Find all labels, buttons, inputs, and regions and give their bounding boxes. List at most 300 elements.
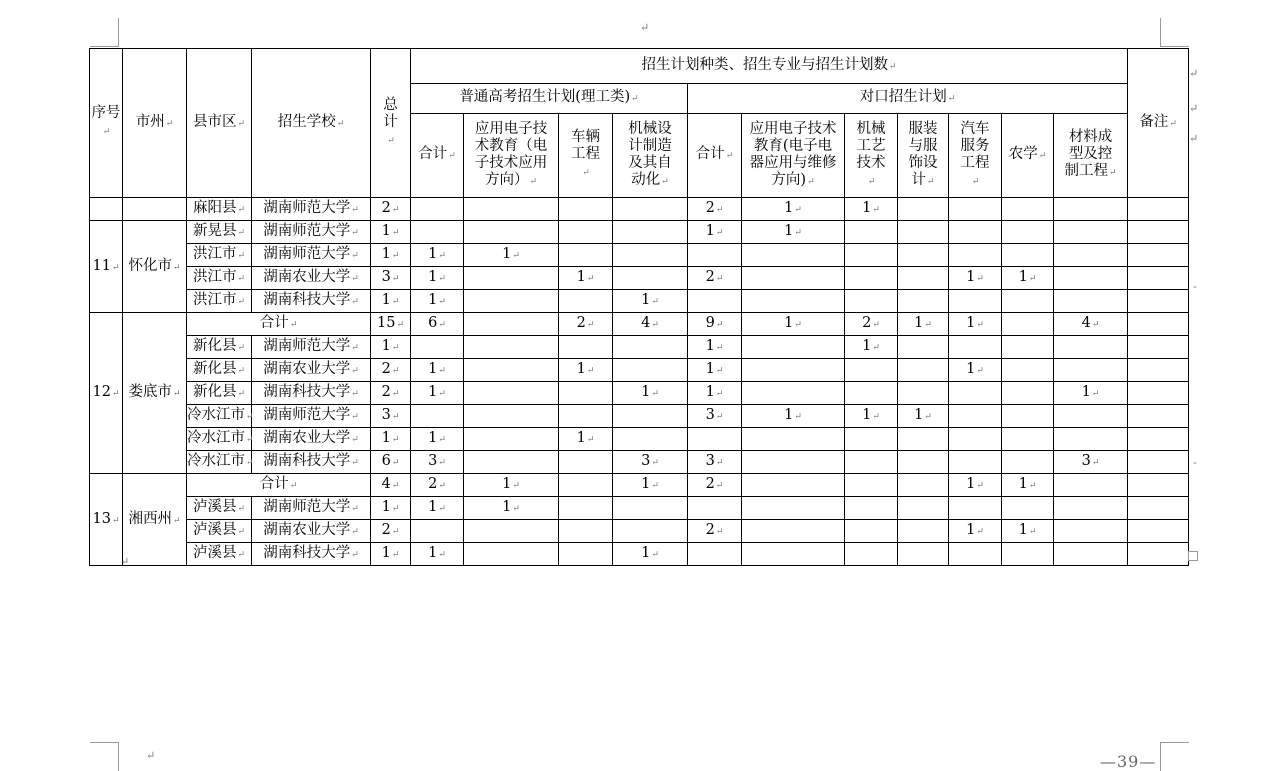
general-plan-cell: 1↵ — [411, 382, 464, 405]
header-duikou-group: 对口招生计划↵ — [688, 84, 1128, 114]
header-plan-group: 招生计划种类、招生专业与招生计划数↵ — [411, 49, 1128, 84]
cell-value: 1 — [381, 246, 391, 262]
total-cell: 2↵ — [371, 382, 411, 405]
general-plan-cell — [613, 221, 688, 244]
general-plan-cell — [464, 336, 559, 359]
cell-value: 1 — [428, 384, 438, 400]
general-plan-cell — [464, 382, 559, 405]
school-cell: 湖南科技大学↵ — [252, 382, 371, 405]
cell-value: 1 — [428, 430, 438, 446]
duikou-plan-cell — [1002, 543, 1054, 566]
cell-value: 1 — [966, 522, 976, 538]
duikou-plan-cell — [898, 198, 949, 221]
general-plan-cell: 1↵ — [411, 244, 464, 267]
cell-value: 1 — [784, 200, 794, 216]
general-plan-cell: 1↵ — [559, 359, 613, 382]
duikou-plan-cell — [1054, 497, 1128, 520]
header-remarks: 备注↵ — [1128, 49, 1189, 198]
page-corner-mark — [90, 18, 119, 47]
duikou-plan-cell — [1054, 244, 1128, 267]
cell-value: 2 — [862, 315, 872, 331]
cell-value: 1 — [641, 545, 651, 561]
cell-value: 1 — [862, 200, 872, 216]
cell-value: 娄底市 — [128, 384, 172, 400]
duikou-plan-cell — [949, 382, 1002, 405]
header-general-vehicle: 车辆工程↵ — [559, 114, 613, 198]
cell-value: 1 — [641, 292, 651, 308]
remarks-cell — [1128, 313, 1189, 336]
cell-value: 湖南农业大学 — [263, 522, 351, 538]
duikou-plan-cell — [949, 405, 1002, 428]
cell-value: 4 — [381, 476, 391, 492]
remarks-cell — [1128, 336, 1189, 359]
header-duikou-automotive: 汽车服务工程↵ — [949, 114, 1002, 198]
duikou-plan-cell — [949, 451, 1002, 474]
header-general-mechanical: 机械设计制造及其自动化↵ — [613, 114, 688, 198]
remarks-cell — [1128, 474, 1189, 497]
duikou-plan-cell: 1↵ — [949, 359, 1002, 382]
header-general-group: 普通高考招生计划(理工类)↵ — [411, 84, 688, 114]
duikou-plan-cell: 1↵ — [949, 267, 1002, 290]
general-plan-cell: 1↵ — [464, 497, 559, 520]
cell-value: 湖南农业大学 — [263, 269, 351, 285]
total-cell: 1↵ — [371, 290, 411, 313]
duikou-plan-cell: 1↵ — [688, 359, 742, 382]
general-plan-cell: 1↵ — [559, 267, 613, 290]
duikou-plan-cell — [1002, 290, 1054, 313]
cell-value: 湖南师范大学 — [263, 338, 351, 354]
cell-value: 1 — [914, 315, 924, 331]
school-cell: 湖南农业大学↵ — [252, 267, 371, 290]
general-plan-cell — [559, 474, 613, 497]
general-plan-cell: 1↵ — [613, 474, 688, 497]
duikou-plan-cell — [1054, 474, 1128, 497]
cell-value: 1 — [966, 476, 976, 492]
duikou-plan-cell — [1054, 543, 1128, 566]
page-corner-mark — [1160, 742, 1189, 771]
cell-value: 2 — [381, 361, 391, 377]
total-cell: 1↵ — [371, 221, 411, 244]
cell-value: 湘西州 — [128, 510, 172, 527]
duikou-plan-cell — [898, 382, 949, 405]
general-plan-cell — [559, 221, 613, 244]
cell-value: 3 — [705, 407, 715, 423]
cell-value: 2 — [705, 269, 715, 285]
county-cell: 泸溪县↵ — [187, 497, 252, 520]
cell-value: 湖南农业大学 — [263, 361, 351, 377]
duikou-plan-cell — [688, 244, 742, 267]
cell-value: 2 — [705, 200, 715, 216]
county-cell: 冷水江市↵ — [187, 428, 252, 451]
cell-value: 湖南农业大学 — [263, 430, 351, 446]
cell-value: 1 — [502, 499, 512, 515]
cell-value: 湖南师范大学 — [263, 499, 351, 515]
header-duikou-fashion: 服装与服饰设计↵ — [898, 114, 949, 198]
duikou-plan-cell — [688, 543, 742, 566]
school-cell: 湖南师范大学↵ — [252, 405, 371, 428]
duikou-plan-cell — [845, 221, 898, 244]
duikou-plan-cell — [949, 221, 1002, 244]
general-plan-cell — [464, 267, 559, 290]
general-plan-cell: 1↵ — [411, 290, 464, 313]
cell-value: 1 — [428, 269, 438, 285]
cell-value: 9 — [705, 315, 715, 331]
cell-value: 湖南师范大学 — [263, 246, 351, 262]
duikou-plan-cell — [742, 474, 845, 497]
duikou-plan-cell — [742, 382, 845, 405]
table-body — [90, 198, 1189, 566]
general-plan-cell — [559, 244, 613, 267]
cell-value: 1 — [381, 292, 391, 308]
cell-value: 1 — [381, 545, 391, 561]
county-cell: 洪江市↵ — [187, 244, 252, 267]
general-plan-cell — [411, 221, 464, 244]
cell-value: 泸溪县 — [192, 522, 237, 538]
cell-value: 1 — [914, 407, 924, 423]
table-resize-handle[interactable] — [1188, 551, 1198, 561]
cell-value: 1 — [381, 430, 391, 446]
cell-value: 2 — [576, 315, 586, 331]
duikou-plan-cell — [1002, 451, 1054, 474]
cell-value: 1 — [784, 315, 794, 331]
header-general-subtotal: 合计↵ — [411, 114, 464, 198]
cell-value: 冷水江市 — [187, 453, 245, 469]
general-plan-cell: 1↵ — [613, 290, 688, 313]
cell-value: 湖南科技大学 — [263, 453, 351, 469]
duikou-plan-cell — [845, 543, 898, 566]
cell-value: 3 — [381, 407, 391, 423]
cell-value: 冷水江市 — [187, 430, 245, 446]
county-cell: 洪江市↵ — [187, 290, 252, 313]
duikou-plan-cell: 1↵ — [1002, 474, 1054, 497]
general-plan-cell — [559, 382, 613, 405]
cell-value: 湖南科技大学 — [263, 384, 351, 400]
general-plan-cell — [613, 244, 688, 267]
city-cell: 怀化市↵ — [123, 221, 187, 313]
table-row — [90, 359, 1189, 382]
cell-value: 1 — [428, 361, 438, 377]
subtotal-label: 合计↵ — [187, 474, 371, 497]
duikou-plan-cell — [845, 520, 898, 543]
general-plan-cell — [613, 497, 688, 520]
duikou-plan-cell — [1002, 198, 1054, 221]
duikou-plan-cell — [898, 290, 949, 313]
duikou-plan-cell — [845, 359, 898, 382]
total-cell: 1↵ — [371, 244, 411, 267]
remarks-cell — [1128, 221, 1189, 244]
header-duikou-electronics: 应用电子技术教育(电子电器应用与维修方向)↵ — [742, 114, 845, 198]
general-plan-cell — [613, 428, 688, 451]
duikou-plan-cell — [1054, 405, 1128, 428]
county-cell: 新化县↵ — [187, 336, 252, 359]
school-cell: 湖南农业大学↵ — [252, 359, 371, 382]
header-duikou-agronomy: 农学↵ — [1002, 114, 1054, 198]
cell-value: 洪江市 — [192, 292, 237, 308]
cell-value: 3 — [705, 453, 715, 469]
duikou-plan-cell: 2↵ — [688, 267, 742, 290]
header-duikou-subtotal: 合计↵ — [688, 114, 742, 198]
duikou-plan-cell — [949, 428, 1002, 451]
remarks-cell — [1128, 405, 1189, 428]
cell-value: 15 — [377, 315, 396, 331]
general-plan-cell — [464, 405, 559, 428]
county-cell: 新化县↵ — [187, 382, 252, 405]
total-cell: 1↵ — [371, 336, 411, 359]
duikou-plan-cell — [898, 336, 949, 359]
duikou-plan-cell — [898, 244, 949, 267]
general-plan-cell — [559, 198, 613, 221]
county-cell: 冷水江市↵ — [187, 405, 252, 428]
header-total: 总计↵ — [371, 49, 411, 198]
general-plan-cell: 2↵ — [411, 474, 464, 497]
cell-value: 洪江市 — [192, 246, 237, 262]
cell-value: 泸溪县 — [192, 499, 237, 515]
general-plan-cell — [411, 198, 464, 221]
general-plan-cell — [559, 336, 613, 359]
cell-value: 6 — [381, 453, 391, 469]
duikou-plan-cell — [845, 451, 898, 474]
section-mark-icon: - — [1193, 456, 1197, 469]
county-cell: 洪江市↵ — [187, 267, 252, 290]
school-cell: 湖南科技大学↵ — [252, 451, 371, 474]
subtotal-label: 合计↵ — [187, 313, 371, 336]
duikou-plan-cell — [1054, 221, 1128, 244]
duikou-plan-cell — [1002, 497, 1054, 520]
duikou-plan-cell — [1002, 405, 1054, 428]
seq-cell: 13↵ — [90, 474, 123, 566]
table-row — [90, 474, 1189, 497]
duikou-plan-cell: 3↵ — [1054, 451, 1128, 474]
total-cell: 1↵ — [371, 428, 411, 451]
header-county: 县市区↵ — [187, 49, 252, 198]
cell-value: 11 — [92, 257, 111, 274]
remarks-cell — [1128, 359, 1189, 382]
cell-value: 1 — [784, 407, 794, 423]
remarks-cell — [1128, 382, 1189, 405]
total-cell: 6↵ — [371, 451, 411, 474]
cell-value: 怀化市 — [128, 257, 172, 274]
cell-value: 2 — [381, 522, 391, 538]
general-plan-cell — [613, 520, 688, 543]
general-plan-cell: 2↵ — [559, 313, 613, 336]
cell-value: 1 — [1018, 522, 1028, 538]
duikou-plan-cell — [1002, 221, 1054, 244]
duikou-plan-cell — [845, 382, 898, 405]
city-cell: 湘西州↵ — [123, 474, 187, 566]
header-seq: 序号↵ — [90, 49, 123, 198]
school-cell: 湖南师范大学↵ — [252, 497, 371, 520]
school-cell: 湖南农业大学↵ — [252, 428, 371, 451]
header-duikou-mechanical-tech: 机械工艺技术↵ — [845, 114, 898, 198]
duikou-plan-cell — [742, 520, 845, 543]
cell-value: 1 — [381, 338, 391, 354]
duikou-plan-cell: 1↵ — [688, 221, 742, 244]
cell-value: 3 — [428, 453, 438, 469]
general-plan-cell — [559, 405, 613, 428]
general-plan-cell — [411, 336, 464, 359]
cell-value: 1 — [784, 223, 794, 239]
general-plan-cell — [559, 290, 613, 313]
school-cell: 湖南师范大学↵ — [252, 336, 371, 359]
school-cell: 湖南科技大学↵ — [252, 543, 371, 566]
table-row — [90, 520, 1189, 543]
cell-value: 3 — [641, 453, 651, 469]
duikou-plan-cell — [1002, 244, 1054, 267]
table-row — [90, 221, 1189, 244]
total-cell: 2↵ — [371, 520, 411, 543]
general-plan-cell — [464, 221, 559, 244]
duikou-plan-cell — [845, 290, 898, 313]
cell-value: 泸溪县 — [192, 545, 237, 561]
remarks-cell — [1128, 267, 1189, 290]
duikou-plan-cell — [898, 474, 949, 497]
duikou-plan-cell: 1↵ — [742, 313, 845, 336]
duikou-plan-cell — [1054, 267, 1128, 290]
cell-value: 合计 — [259, 315, 289, 331]
cell-value: 1 — [381, 223, 391, 239]
duikou-plan-cell — [688, 428, 742, 451]
duikou-plan-cell: 1↵ — [949, 313, 1002, 336]
duikou-plan-cell: 1↵ — [1002, 520, 1054, 543]
general-plan-cell: 4↵ — [613, 313, 688, 336]
general-plan-cell: 1↵ — [411, 497, 464, 520]
cell-value: 湖南师范大学 — [263, 407, 351, 423]
table-row — [90, 543, 1189, 566]
cell-value: 1 — [428, 499, 438, 515]
duikou-plan-cell: 3↵ — [688, 451, 742, 474]
duikou-plan-cell — [742, 267, 845, 290]
total-cell: 2↵ — [371, 359, 411, 382]
general-plan-cell: 1↵ — [559, 428, 613, 451]
cell-value: 13 — [92, 510, 111, 527]
general-plan-cell: 1↵ — [613, 382, 688, 405]
table-row — [90, 244, 1189, 267]
table-row — [90, 451, 1189, 474]
cell-value: 2 — [705, 522, 715, 538]
duikou-plan-cell — [742, 543, 845, 566]
paragraph-mark-icon: ↵ — [1189, 102, 1199, 115]
general-plan-cell: 1↵ — [411, 543, 464, 566]
duikou-plan-cell — [949, 198, 1002, 221]
duikou-plan-cell: 1↵ — [898, 313, 949, 336]
duikou-plan-cell: 1↵ — [742, 405, 845, 428]
duikou-plan-cell: 1↵ — [845, 336, 898, 359]
general-plan-cell — [464, 520, 559, 543]
remarks-cell — [1128, 543, 1189, 566]
total-cell: 3↵ — [371, 267, 411, 290]
cell-value: 1 — [1018, 269, 1028, 285]
general-plan-cell — [464, 313, 559, 336]
cell-value: 1 — [381, 499, 391, 515]
table-row — [90, 336, 1189, 359]
paragraph-mark-icon: ↵ — [640, 21, 650, 34]
general-plan-cell: 1↵ — [464, 244, 559, 267]
page-corner-mark — [90, 742, 119, 771]
cell-value: 1 — [428, 545, 438, 561]
remarks-cell — [1128, 497, 1189, 520]
table-row — [90, 405, 1189, 428]
cell-value: 洪江市 — [192, 269, 237, 285]
cell-value: 湖南科技大学 — [263, 292, 351, 308]
total-cell: 15↵ — [371, 313, 411, 336]
cell-value: 1 — [862, 338, 872, 354]
cell-value: 1 — [705, 223, 715, 239]
duikou-plan-cell — [898, 497, 949, 520]
total-cell: 2↵ — [371, 198, 411, 221]
general-plan-cell: 1↵ — [464, 474, 559, 497]
duikou-plan-cell — [898, 267, 949, 290]
school-cell: 湖南师范大学↵ — [252, 198, 371, 221]
total-cell: 1↵ — [371, 497, 411, 520]
duikou-plan-cell: 1↵ — [845, 198, 898, 221]
table-row — [90, 382, 1189, 405]
duikou-plan-cell — [898, 520, 949, 543]
general-plan-cell: 1↵ — [411, 428, 464, 451]
duikou-plan-cell — [1054, 336, 1128, 359]
duikou-plan-cell: 2↵ — [688, 198, 742, 221]
duikou-plan-cell — [898, 221, 949, 244]
general-plan-cell — [464, 428, 559, 451]
county-cell: 麻阳县↵ — [187, 198, 252, 221]
school-cell: 湖南科技大学↵ — [252, 290, 371, 313]
header-city: 市州↵ — [123, 49, 187, 198]
duikou-plan-cell — [742, 290, 845, 313]
cell-value: 1 — [576, 269, 586, 285]
duikou-plan-cell — [845, 497, 898, 520]
city-cell: 娄底市↵ — [123, 313, 187, 474]
duikou-plan-cell: 1↵ — [742, 198, 845, 221]
cell-value: 1 — [966, 315, 976, 331]
county-cell: 新化县↵ — [187, 359, 252, 382]
duikou-plan-cell: 2↵ — [688, 520, 742, 543]
duikou-plan-cell: 1↵ — [949, 474, 1002, 497]
paragraph-mark-icon: ↵ — [146, 749, 156, 762]
duikou-plan-cell — [1054, 520, 1128, 543]
paragraph-mark-icon: ↵ — [1189, 132, 1199, 145]
cell-value: 1 — [428, 246, 438, 262]
cell-value: 湖南科技大学 — [263, 545, 351, 561]
cell-value: 1 — [428, 292, 438, 308]
duikou-plan-cell — [898, 451, 949, 474]
seq-cell — [90, 198, 123, 221]
duikou-plan-cell: 1↵ — [898, 405, 949, 428]
cell-value: 1 — [966, 361, 976, 377]
cell-value: 1 — [576, 430, 586, 446]
cell-value: 4 — [1081, 315, 1091, 331]
cell-value: 新化县 — [192, 384, 237, 400]
duikou-plan-cell — [845, 244, 898, 267]
duikou-plan-cell — [742, 336, 845, 359]
duikou-plan-cell — [1054, 428, 1128, 451]
county-cell: 泸溪县↵ — [187, 543, 252, 566]
cell-value: 合计 — [259, 476, 289, 492]
general-plan-cell: 6↵ — [411, 313, 464, 336]
page-corner-mark — [1160, 18, 1189, 47]
duikou-plan-cell: 1↵ — [742, 221, 845, 244]
duikou-plan-cell — [845, 474, 898, 497]
general-plan-cell: 1↵ — [613, 543, 688, 566]
duikou-plan-cell — [1054, 290, 1128, 313]
cell-value: 麻阳县 — [192, 200, 237, 216]
duikou-plan-cell — [949, 244, 1002, 267]
general-plan-cell — [613, 198, 688, 221]
duikou-plan-cell: 2↵ — [688, 474, 742, 497]
cell-value: 1 — [641, 476, 651, 492]
duikou-plan-cell — [688, 497, 742, 520]
header-school: 招生学校↵ — [252, 49, 371, 198]
table-row — [90, 290, 1189, 313]
general-plan-cell — [464, 543, 559, 566]
